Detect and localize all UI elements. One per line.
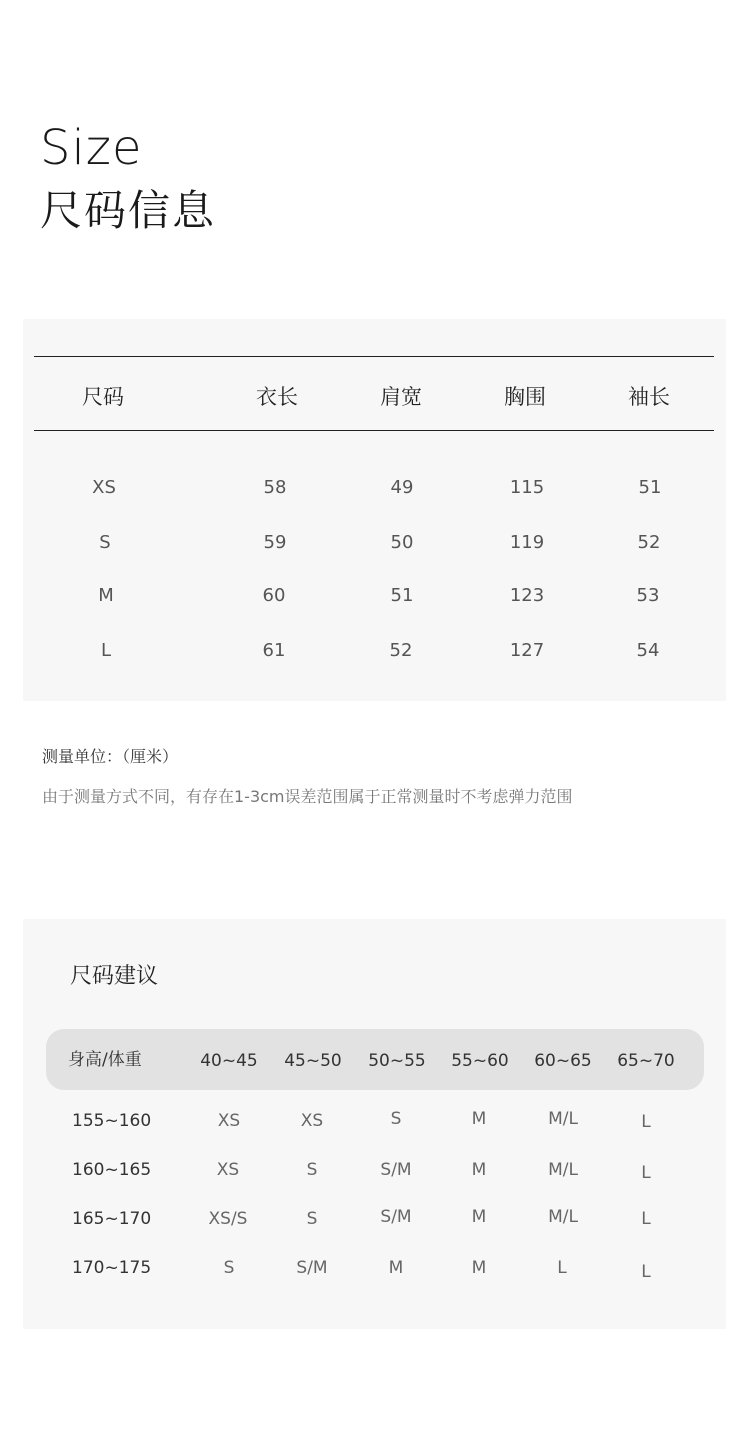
- table-cell-shoulder: 49: [390, 477, 414, 498]
- table-cell-chest: 115: [509, 477, 545, 498]
- measurement-unit-note: 测量单位：（厘米）: [42, 747, 179, 766]
- weight-column-header: 60~65: [534, 1051, 592, 1071]
- weight-column-header: 45~50: [284, 1051, 342, 1071]
- table-cell-length: 60: [262, 585, 286, 606]
- recommended-size: XS: [300, 1111, 324, 1131]
- recommended-size: M/L: [548, 1207, 578, 1227]
- weight-column-header: 55~60: [451, 1051, 509, 1071]
- table-cell-sleeve: 54: [636, 640, 660, 661]
- recommended-size: XS/S: [208, 1209, 248, 1229]
- column-header-length: 衣长: [256, 385, 298, 409]
- column-header-sleeve: 袖长: [628, 385, 670, 409]
- recommended-size: L: [641, 1112, 651, 1132]
- table-cell-length: 59: [263, 532, 287, 553]
- recommended-size: XS: [216, 1160, 240, 1180]
- table-cell-length: 61: [262, 640, 286, 661]
- table-cell-chest: 119: [509, 532, 545, 553]
- column-header-size: 尺码: [82, 385, 124, 409]
- table-cell-chest: 127: [509, 640, 545, 661]
- table-cell-shoulder: 52: [389, 640, 413, 661]
- height-row-label: 160~165: [72, 1160, 152, 1180]
- recommended-size: M: [471, 1207, 487, 1227]
- table-cell-size: M: [98, 585, 114, 606]
- column-header-shoulder: 肩宽: [380, 385, 422, 409]
- table-cell-size: XS: [92, 477, 116, 498]
- table-cell-sleeve: 52: [637, 532, 661, 553]
- recommended-size: L: [641, 1163, 651, 1183]
- recommended-size: XS: [217, 1111, 241, 1131]
- page-title-english: Size: [40, 120, 143, 176]
- table-cell-sleeve: 51: [638, 477, 662, 498]
- table-cell-size: S: [99, 532, 111, 553]
- column-header-chest: 胸围: [504, 385, 546, 409]
- height-row-label: 165~170: [72, 1209, 152, 1229]
- table-cell-size: L: [100, 640, 112, 661]
- recommended-size: M: [388, 1258, 404, 1278]
- weight-column-header: 50~55: [368, 1051, 426, 1071]
- recommended-size: M/L: [548, 1160, 578, 1180]
- table-top-rule: [34, 356, 714, 357]
- recommended-size: S: [223, 1258, 235, 1278]
- recommended-size: S: [306, 1160, 318, 1180]
- recommended-size: M/L: [548, 1109, 578, 1129]
- tolerance-note: 由于测量方式不同，有存在1-3cm误差范围属于正常测量时不考虑弹力范围: [42, 787, 573, 806]
- recommended-size: S/M: [380, 1207, 412, 1227]
- recommended-size: M: [471, 1109, 487, 1129]
- table-cell-chest: 123: [509, 585, 545, 606]
- recommended-size: M: [471, 1160, 487, 1180]
- recommended-size: L: [557, 1258, 567, 1278]
- page-title-chinese: 尺码信息: [40, 186, 217, 235]
- table-header-rule: [34, 430, 714, 431]
- recommendation-title: 尺码建议: [70, 964, 159, 989]
- table-cell-length: 58: [263, 477, 287, 498]
- recommended-size: S/M: [380, 1160, 412, 1180]
- recommended-size: S/M: [296, 1258, 328, 1278]
- table-cell-sleeve: 53: [636, 585, 660, 606]
- weight-column-header: 65~70: [617, 1051, 675, 1071]
- recommended-size: M: [471, 1258, 487, 1278]
- table-cell-shoulder: 51: [390, 585, 414, 606]
- table-cell-shoulder: 50: [390, 532, 414, 553]
- recommended-size: S: [306, 1209, 318, 1229]
- height-row-label: 170~175: [72, 1258, 152, 1278]
- height-row-label: 155~160: [72, 1111, 152, 1131]
- recommended-size: L: [641, 1262, 651, 1282]
- recommended-size: L: [641, 1209, 651, 1229]
- weight-column-header: 40~45: [200, 1051, 258, 1071]
- height-weight-label: 身高/体重: [68, 1050, 142, 1070]
- recommended-size: S: [390, 1109, 402, 1129]
